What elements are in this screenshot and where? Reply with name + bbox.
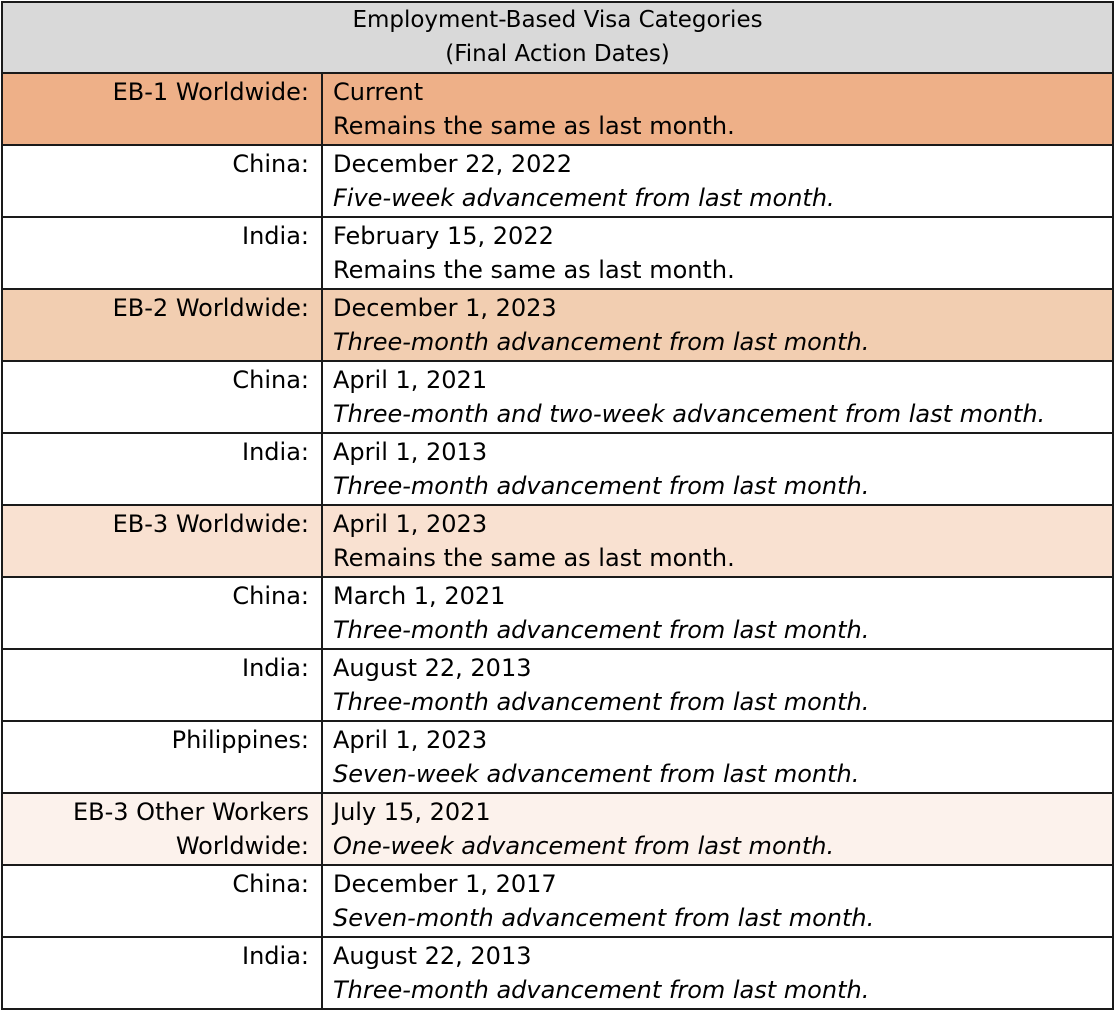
category-label: EB-3 Other Workers [72, 798, 309, 826]
category-label-cell [2, 361, 322, 433]
category-label: Philippines: [171, 726, 309, 754]
change-note: Seven-month advancement from last month. [333, 904, 875, 932]
date-value-cell [322, 721, 1113, 793]
table-row [2, 145, 1113, 217]
change-note: Remains the same as last month. [333, 544, 735, 572]
final-action-date: July 15, 2021 [333, 798, 491, 826]
category-label: EB-1 Worldwide: [112, 78, 309, 106]
table-row [2, 937, 1113, 1009]
table-row [2, 649, 1113, 721]
final-action-date: December 1, 2017 [333, 870, 557, 898]
final-action-date: Current [333, 78, 424, 106]
category-label: China: [232, 582, 309, 610]
table-row [2, 577, 1113, 649]
category-label-cell [2, 73, 322, 145]
date-value-cell [322, 361, 1113, 433]
final-action-date: February 15, 2022 [333, 222, 554, 250]
change-note: Three-month advancement from last month. [333, 616, 870, 644]
table-header-row [2, 2, 1113, 73]
table-body [2, 73, 1113, 1009]
date-value-cell [322, 577, 1113, 649]
category-label-cell [2, 793, 322, 865]
table-row [2, 433, 1113, 505]
final-action-date: August 22, 2013 [333, 942, 532, 970]
final-action-date: April 1, 2023 [333, 510, 488, 538]
change-note: One-week advancement from last month. [333, 832, 835, 860]
category-label: India: [242, 222, 309, 250]
category-label: India: [242, 438, 309, 466]
table-title-line1: Employment-Based Visa Categories [352, 7, 763, 33]
category-label: EB-2 Worldwide: [112, 294, 309, 322]
table-row [2, 721, 1113, 793]
date-value-cell [322, 649, 1113, 721]
final-action-date: March 1, 2021 [333, 582, 506, 610]
date-value-cell [322, 505, 1113, 577]
change-note: Three-month and two-week advancement from last month. [333, 400, 1046, 428]
change-note: Three-month advancement from last month. [333, 472, 870, 500]
change-note: Three-month advancement from last month. [333, 688, 870, 716]
visa-bulletin-table [1, 1, 1114, 1010]
table-row [2, 505, 1113, 577]
category-label: China: [232, 366, 309, 394]
change-note: Remains the same as last month. [333, 256, 735, 284]
category-label-cell [2, 289, 322, 361]
date-value-cell [322, 793, 1113, 865]
category-label-cell [2, 937, 322, 1009]
final-action-date: April 1, 2023 [333, 726, 488, 754]
category-label-cell [2, 145, 322, 217]
category-label-cell [2, 433, 322, 505]
change-note: Five-week advancement from last month. [333, 184, 835, 212]
category-label-cell [2, 649, 322, 721]
final-action-date: August 22, 2013 [333, 654, 532, 682]
change-note: Remains the same as last month. [333, 112, 735, 140]
table-title-line2: (Final Action Dates) [445, 41, 670, 67]
change-note: Three-month advancement from last month. [333, 328, 870, 356]
category-label-cell [2, 721, 322, 793]
date-value-cell [322, 937, 1113, 1009]
table-row [2, 73, 1113, 145]
date-value-cell [322, 145, 1113, 217]
table-row [2, 289, 1113, 361]
category-label: India: [242, 942, 309, 970]
date-value-cell [322, 217, 1113, 289]
category-label: China: [232, 150, 309, 178]
category-label-cell [2, 217, 322, 289]
final-action-date: December 1, 2023 [333, 294, 557, 322]
table-row [2, 793, 1113, 865]
change-note: Three-month advancement from last month. [333, 976, 870, 1004]
category-label: Worldwide: [175, 832, 309, 860]
category-label: EB-3 Worldwide: [112, 510, 309, 538]
date-value-cell [322, 433, 1113, 505]
change-note: Seven-week advancement from last month. [333, 760, 860, 788]
category-label: India: [242, 654, 309, 682]
category-label-cell [2, 577, 322, 649]
final-action-date: December 22, 2022 [333, 150, 572, 178]
category-label: China: [232, 870, 309, 898]
final-action-date: April 1, 2021 [333, 366, 488, 394]
category-label-cell [2, 505, 322, 577]
date-value-cell [322, 289, 1113, 361]
final-action-date: April 1, 2013 [333, 438, 488, 466]
table-row [2, 217, 1113, 289]
category-label-cell [2, 865, 322, 937]
table-title [2, 2, 1113, 73]
table-row [2, 865, 1113, 937]
table-row [2, 361, 1113, 433]
date-value-cell [322, 865, 1113, 937]
date-value-cell [322, 73, 1113, 145]
